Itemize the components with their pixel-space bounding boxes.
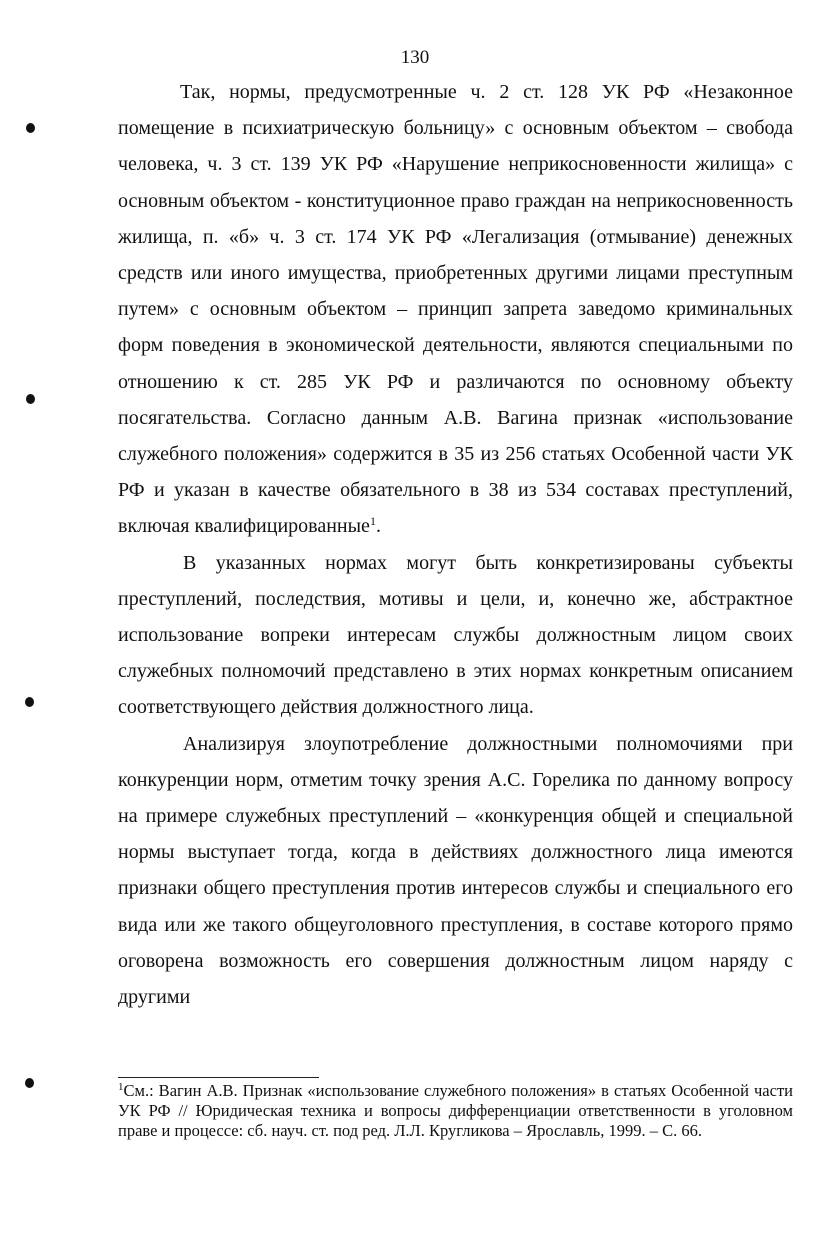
- footnote-text: См.: Вагин А.В. Признак «использование служебного положения» в статьях Особенной части УК РФ // Юридическая техника и вопросы дифференциации ответственности в уголовном праве и процессе: сб. науч. ст. под ред. Л.Л. Кругликова – Ярославль, 1999. – С. 66.: [118, 1081, 793, 1140]
- binding-hole-mark: [25, 697, 34, 707]
- paragraph-1-tail: .: [375, 515, 381, 538]
- page-number: 130: [400, 47, 430, 68]
- paragraph-1: [118, 74, 793, 545]
- footnote-reference: 1: [369, 514, 376, 529]
- main-text: [118, 74, 793, 1015]
- binding-hole-mark: [26, 394, 35, 404]
- footnote-separator: [118, 1077, 319, 1078]
- paragraph-3: Анализируя злоупотребление должностными полномочиями при конкуренции норм, отметим точку зрения А.С. Горелика по данному вопросу на примере служебных преступлений – «конкуренция общей и специальной нормы выступает тогда, когда в действиях должностного лица имеются признаки общего преступления против интересов службы и специального его вида или же такого общеуголовного преступления, в составе которого прямо оговорена возможность его совершения должностным лицом наряду с другими: [118, 732, 793, 1009]
- footnote: [118, 1081, 793, 1141]
- binding-hole-mark: [25, 1078, 34, 1088]
- footnote-marker: 1: [118, 1081, 124, 1093]
- binding-hole-mark: [26, 123, 35, 133]
- paragraph-1-text: Так, нормы, предусмотренные ч. 2 ст. 128 УК РФ «Незаконное помещение в психиатрическую больницу» с основным объектом – свобода человека, ч. 3 ст. 139 УК РФ «Нарушение неприкосновенности жилища» с основным объектом - конституционное право граждан на неприкосновенность жилища, п. «б» ч. 3 ст. 174 УК РФ «Легализация (отмывание) денежных средств или иного имущества, приобретенных другими лицами преступным путем» с основным объектом – принцип запрета заведомо криминальных форм поведения в экономической деятельности, являются специальными по отношению к ст. 285 УК РФ и различаются по основному объекту посягательства. Согласно данным А.В. Вагина признак «использование служебного положения» содержится в 35 из 256 статьях Особенной части УК РФ и указан в качестве обязательного в 38 из 534 составах преступлений, включая квалифицированные: [118, 81, 793, 538]
- paragraph-2: В указанных нормах могут быть конкретизированы субъекты преступлений, последствия, мотивы и цели, и, конечно же, абстрактное использование вопреки интересам службы должностным лицом своих служебных полномочий представлено в этих нормах конкретным описанием соответствующего действия должностного лица.: [118, 551, 793, 719]
